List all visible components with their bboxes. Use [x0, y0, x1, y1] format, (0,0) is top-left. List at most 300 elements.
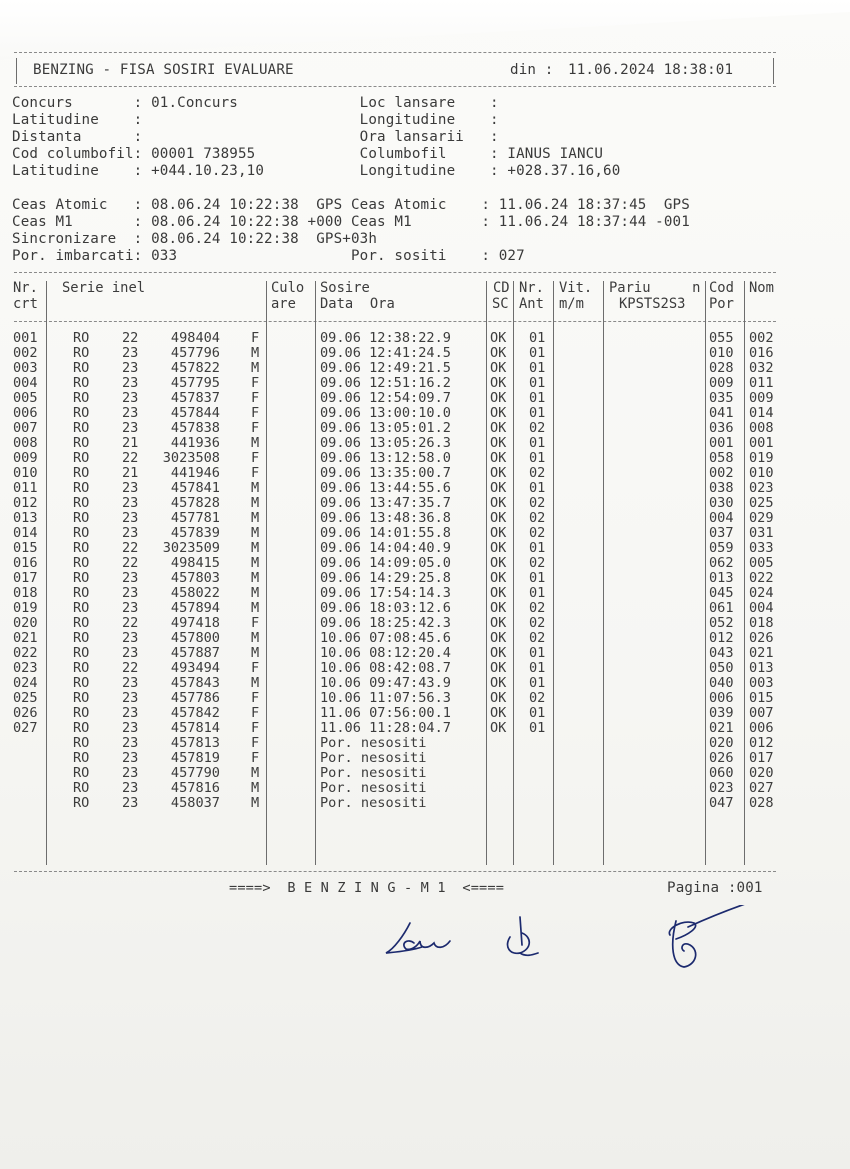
cell-num: 457816 — [170, 780, 220, 796]
cell-num: 457781 — [170, 510, 220, 526]
cell-cc: RO — [73, 615, 90, 631]
cell-nr: 026 — [13, 705, 38, 721]
cell-cod: 028 — [709, 360, 734, 376]
cell-yy: 23 — [122, 630, 139, 646]
cell-sosire: 09.06 14:29:25.8 — [320, 570, 451, 586]
cell-sex: M — [251, 495, 260, 511]
cell-nom: 013 — [749, 660, 774, 676]
cell-sosire: Por. nesositi — [320, 780, 427, 796]
cell-sosire: 09.06 14:01:55.8 — [320, 525, 451, 541]
cell-yy: 23 — [122, 570, 139, 586]
cell-cd: OK — [490, 615, 507, 631]
table-row — [0, 406, 850, 421]
cell-nom: 016 — [749, 345, 774, 361]
cell-nom: 011 — [749, 375, 774, 391]
cell-nr: 021 — [13, 630, 38, 646]
cell-ant: 01 — [529, 585, 546, 601]
hdr-nom-1: Nom — [749, 280, 774, 296]
cell-nr: 013 — [13, 510, 38, 526]
cell-cc: RO — [73, 480, 90, 496]
info-line: Ceas Atomic : 08.06.24 10:22:38 GPS Ceas Atomic : 11.06.24 18:37:45 GPS — [12, 197, 690, 213]
cell-sex: M — [251, 780, 260, 796]
table-row — [0, 691, 850, 706]
cell-nom: 032 — [749, 360, 774, 376]
cell-sosire: 10.06 08:42:08.7 — [320, 660, 451, 676]
cell-nom: 002 — [749, 330, 774, 346]
cell-sex: M — [251, 540, 260, 556]
table-row — [0, 391, 850, 406]
cell-yy: 23 — [122, 480, 139, 496]
cell-nom: 017 — [749, 750, 774, 766]
date-label: din : — [510, 62, 554, 78]
hdr-cod-1: Cod — [709, 280, 734, 296]
cell-sex: F — [251, 735, 260, 751]
info-line: Ceas M1 : 08.06.24 10:22:38 +000 Ceas M1 : 11.06.24 18:37:44 -001 — [12, 214, 690, 230]
cell-sex: F — [251, 465, 260, 481]
cell-sosire: 09.06 13:47:35.7 — [320, 495, 451, 511]
cell-num: 457837 — [170, 390, 220, 406]
cell-cd: OK — [490, 420, 507, 436]
hdr-cod-2: Por — [709, 296, 734, 312]
table-row — [0, 616, 850, 631]
cell-yy: 22 — [122, 660, 139, 676]
cell-sosire: 09.06 13:00:10.0 — [320, 405, 451, 421]
cell-sosire: 09.06 13:35:00.7 — [320, 465, 451, 481]
cell-sex: F — [251, 720, 260, 736]
cell-nom: 001 — [749, 435, 774, 451]
cell-num: 441946 — [170, 465, 220, 481]
cell-yy: 22 — [122, 540, 139, 556]
cell-nom: 028 — [749, 795, 774, 811]
info-line: Por. imbarcati: 033 Por. sositi : 027 — [12, 248, 525, 264]
title-box-bottom — [14, 86, 776, 87]
cell-sex: F — [251, 330, 260, 346]
cell-cd: OK — [490, 510, 507, 526]
cell-nom: 025 — [749, 495, 774, 511]
cell-nr: 019 — [13, 600, 38, 616]
cell-cod: 021 — [709, 720, 734, 736]
cell-nom: 027 — [749, 780, 774, 796]
table-row — [0, 631, 850, 646]
cell-cc: RO — [73, 345, 90, 361]
cell-cd: OK — [490, 660, 507, 676]
hdr-pariu-1: Pariu n — [609, 280, 701, 296]
table-row — [0, 751, 850, 766]
cell-nom: 009 — [749, 390, 774, 406]
cell-cc: RO — [73, 690, 90, 706]
cell-num: 457842 — [170, 705, 220, 721]
cell-sex: M — [251, 630, 260, 646]
signatures — [370, 905, 790, 985]
cell-sosire: 09.06 18:25:42.3 — [320, 615, 451, 631]
cell-ant: 01 — [529, 375, 546, 391]
cell-cod: 030 — [709, 495, 734, 511]
cell-nr: 022 — [13, 645, 38, 661]
cell-sex: F — [251, 615, 260, 631]
cell-num: 458022 — [170, 585, 220, 601]
cell-yy: 23 — [122, 360, 139, 376]
cell-yy: 22 — [122, 615, 139, 631]
table-row — [0, 541, 850, 556]
cell-ant: 01 — [529, 345, 546, 361]
cell-nom: 022 — [749, 570, 774, 586]
cell-nom: 012 — [749, 735, 774, 751]
cell-sosire: 09.06 12:54:09.7 — [320, 390, 451, 406]
cell-cod: 038 — [709, 480, 734, 496]
cell-sosire: 10.06 08:12:20.4 — [320, 645, 451, 661]
cell-nr: 010 — [13, 465, 38, 481]
cell-sosire: Por. nesositi — [320, 735, 427, 751]
cell-nom: 006 — [749, 720, 774, 736]
cell-num: 457841 — [170, 480, 220, 496]
cell-yy: 23 — [122, 735, 139, 751]
cell-nom: 003 — [749, 675, 774, 691]
cell-num: 457887 — [170, 645, 220, 661]
cell-yy: 23 — [122, 390, 139, 406]
page-number: Pagina :001 — [667, 880, 763, 896]
cell-nr: 012 — [13, 495, 38, 511]
cell-num: 3023509 — [162, 540, 220, 556]
cell-cod: 047 — [709, 795, 734, 811]
cell-ant: 01 — [529, 330, 546, 346]
cell-yy: 23 — [122, 585, 139, 601]
cell-sex: M — [251, 435, 260, 451]
cell-yy: 22 — [122, 330, 139, 346]
cell-cod: 013 — [709, 570, 734, 586]
cell-sex: M — [251, 345, 260, 361]
cell-yy: 23 — [122, 525, 139, 541]
cell-cod: 041 — [709, 405, 734, 421]
cell-sosire: 09.06 14:09:05.0 — [320, 555, 451, 571]
table-row — [0, 466, 850, 481]
cell-cc: RO — [73, 465, 90, 481]
cell-ant: 02 — [529, 495, 546, 511]
cell-sosire: 09.06 18:03:12.6 — [320, 600, 451, 616]
cell-sex: F — [251, 705, 260, 721]
cell-cod: 062 — [709, 555, 734, 571]
hdr-ant-2: Ant — [519, 296, 544, 312]
cell-nr: 020 — [13, 615, 38, 631]
table-row — [0, 556, 850, 571]
cell-nom: 033 — [749, 540, 774, 556]
cell-num: 457813 — [170, 735, 220, 751]
cell-sex: M — [251, 645, 260, 661]
hdr-ant-1: Nr. — [519, 280, 544, 296]
cell-cd: OK — [490, 555, 507, 571]
cell-sosire: 09.06 13:48:36.8 — [320, 510, 451, 526]
hdr-sosire-1: Sosire — [320, 280, 370, 296]
info-line: Latitudine : Longitudine : — [12, 112, 499, 128]
cell-nom: 007 — [749, 705, 774, 721]
cell-sex: M — [251, 675, 260, 691]
cell-yy: 23 — [122, 690, 139, 706]
cell-nom: 019 — [749, 450, 774, 466]
cell-cc: RO — [73, 405, 90, 421]
cell-nr: 009 — [13, 450, 38, 466]
cell-nom: 026 — [749, 630, 774, 646]
cell-cod: 045 — [709, 585, 734, 601]
cell-cc: RO — [73, 360, 90, 376]
cell-cod: 006 — [709, 690, 734, 706]
cell-ant: 01 — [529, 390, 546, 406]
table-row — [0, 721, 850, 736]
hdr-vit-1: Vit. — [559, 280, 593, 296]
cell-cc: RO — [73, 765, 90, 781]
cell-cc: RO — [73, 675, 90, 691]
cell-yy: 23 — [122, 645, 139, 661]
cell-nom: 020 — [749, 765, 774, 781]
cell-nr: 006 — [13, 405, 38, 421]
cell-yy: 22 — [122, 555, 139, 571]
cell-sosire: Por. nesositi — [320, 765, 427, 781]
cell-cod: 059 — [709, 540, 734, 556]
cell-cod: 009 — [709, 375, 734, 391]
cell-yy: 23 — [122, 510, 139, 526]
hdr-pariu-2: KPSTS2S3 — [619, 296, 686, 312]
cell-nr: 017 — [13, 570, 38, 586]
table-top-rule — [14, 272, 776, 273]
cell-cd: OK — [490, 585, 507, 601]
cell-ant: 01 — [529, 570, 546, 586]
cell-cd: OK — [490, 450, 507, 466]
cell-nom: 010 — [749, 465, 774, 481]
title-box-top — [14, 52, 776, 53]
cell-sex: F — [251, 750, 260, 766]
cell-cod: 001 — [709, 435, 734, 451]
cell-sex: F — [251, 375, 260, 391]
table-row — [0, 646, 850, 661]
table-row — [0, 451, 850, 466]
cell-cod: 061 — [709, 600, 734, 616]
cell-nr: 014 — [13, 525, 38, 541]
cell-cd: OK — [490, 390, 507, 406]
cell-nom: 015 — [749, 690, 774, 706]
cell-cc: RO — [73, 780, 90, 796]
cell-cod: 036 — [709, 420, 734, 436]
cell-nr: 027 — [13, 720, 38, 736]
cell-nom: 004 — [749, 600, 774, 616]
cell-nom: 014 — [749, 405, 774, 421]
cell-num: 457800 — [170, 630, 220, 646]
table-row — [0, 346, 850, 361]
cell-sex: M — [251, 795, 260, 811]
cell-cc: RO — [73, 720, 90, 736]
cell-sosire: 09.06 12:51:16.2 — [320, 375, 451, 391]
table-row — [0, 481, 850, 496]
cell-num: 457803 — [170, 570, 220, 586]
cell-sex: F — [251, 405, 260, 421]
signature-1 — [386, 923, 450, 953]
cell-cod: 026 — [709, 750, 734, 766]
cell-cc: RO — [73, 795, 90, 811]
hdr-vit-2: m/m — [559, 296, 584, 312]
cell-yy: 23 — [122, 405, 139, 421]
cell-cc: RO — [73, 330, 90, 346]
cell-cc: RO — [73, 585, 90, 601]
cell-yy: 21 — [122, 435, 139, 451]
cell-num: 457814 — [170, 720, 220, 736]
cell-ant: 02 — [529, 690, 546, 706]
cell-cd: OK — [490, 345, 507, 361]
cell-sex: M — [251, 510, 260, 526]
cell-nom: 024 — [749, 585, 774, 601]
cell-nr: 025 — [13, 690, 38, 706]
cell-ant: 01 — [529, 480, 546, 496]
cell-cod: 060 — [709, 765, 734, 781]
cell-yy: 23 — [122, 375, 139, 391]
cell-sosire: 11.06 11:28:04.7 — [320, 720, 451, 736]
cell-sex: M — [251, 585, 260, 601]
table-row — [0, 796, 850, 811]
table-row — [0, 421, 850, 436]
cell-nom: 018 — [749, 615, 774, 631]
hdr-culoare-1: Culo — [271, 280, 305, 296]
cell-ant: 02 — [529, 420, 546, 436]
cell-cod: 050 — [709, 660, 734, 676]
cell-nom: 029 — [749, 510, 774, 526]
cell-ant: 01 — [529, 720, 546, 736]
cell-nr: 007 — [13, 420, 38, 436]
cell-cd: OK — [490, 525, 507, 541]
cell-num: 457844 — [170, 405, 220, 421]
cell-nom: 005 — [749, 555, 774, 571]
report-title: BENZING - FISA SOSIRI EVALUARE — [33, 62, 294, 78]
cell-ant: 01 — [529, 540, 546, 556]
table-row — [0, 586, 850, 601]
table-row — [0, 361, 850, 376]
footer-brand: ====> B E N Z I N G - M 1 <==== — [229, 880, 505, 896]
cell-num: 457795 — [170, 375, 220, 391]
cell-cc: RO — [73, 570, 90, 586]
cell-nom: 031 — [749, 525, 774, 541]
cell-num: 457828 — [170, 495, 220, 511]
cell-cd: OK — [490, 480, 507, 496]
cell-sosire: 09.06 13:12:58.0 — [320, 450, 451, 466]
cell-yy: 23 — [122, 780, 139, 796]
cell-cd: OK — [490, 675, 507, 691]
cell-yy: 23 — [122, 765, 139, 781]
title-box-right — [773, 58, 774, 84]
cell-ant: 01 — [529, 660, 546, 676]
cell-nr: 016 — [13, 555, 38, 571]
cell-sex: M — [251, 480, 260, 496]
cell-yy: 21 — [122, 465, 139, 481]
cell-nom: 023 — [749, 480, 774, 496]
cell-nr: 018 — [13, 585, 38, 601]
cell-num: 493494 — [170, 660, 220, 676]
cell-cod: 035 — [709, 390, 734, 406]
cell-cod: 043 — [709, 645, 734, 661]
cell-ant: 02 — [529, 510, 546, 526]
cell-sex: M — [251, 765, 260, 781]
cell-cc: RO — [73, 645, 90, 661]
cell-cd: OK — [490, 495, 507, 511]
title-box-left — [16, 58, 17, 84]
cell-cc: RO — [73, 375, 90, 391]
cell-yy: 23 — [122, 795, 139, 811]
cell-yy: 23 — [122, 675, 139, 691]
table-row — [0, 706, 850, 721]
cell-yy: 23 — [122, 420, 139, 436]
cell-ant: 01 — [529, 360, 546, 376]
cell-ant: 01 — [529, 450, 546, 466]
cell-sex: F — [251, 420, 260, 436]
cell-num: 458037 — [170, 795, 220, 811]
cell-sosire: 09.06 13:05:26.3 — [320, 435, 451, 451]
cell-sosire: 09.06 13:05:01.2 — [320, 420, 451, 436]
cell-nr: 003 — [13, 360, 38, 376]
cell-ant: 01 — [529, 645, 546, 661]
cell-sex: F — [251, 660, 260, 676]
cell-num: 497418 — [170, 615, 220, 631]
cell-cd: OK — [490, 690, 507, 706]
cell-yy: 22 — [122, 450, 139, 466]
cell-sosire: 09.06 12:38:22.9 — [320, 330, 451, 346]
cell-cc: RO — [73, 600, 90, 616]
cell-ant: 01 — [529, 675, 546, 691]
cell-num: 457796 — [170, 345, 220, 361]
cell-cc: RO — [73, 390, 90, 406]
cell-cc: RO — [73, 705, 90, 721]
cell-cod: 020 — [709, 735, 734, 751]
hdr-cd-1: CD — [493, 280, 510, 296]
table-row — [0, 571, 850, 586]
cell-sex: M — [251, 525, 260, 541]
cell-num: 457838 — [170, 420, 220, 436]
cell-ant: 02 — [529, 525, 546, 541]
cell-cod: 012 — [709, 630, 734, 646]
cell-sosire: 10.06 11:07:56.3 — [320, 690, 451, 706]
table-row — [0, 511, 850, 526]
table-row — [0, 736, 850, 751]
hdr-nr-1: Nr. — [13, 280, 38, 296]
cell-cod: 052 — [709, 615, 734, 631]
cell-nom: 021 — [749, 645, 774, 661]
cell-cd: OK — [490, 570, 507, 586]
cell-nr: 023 — [13, 660, 38, 676]
cell-cd: OK — [490, 600, 507, 616]
cell-cd: OK — [490, 645, 507, 661]
cell-num: 457786 — [170, 690, 220, 706]
cell-nr: 005 — [13, 390, 38, 406]
table-row — [0, 661, 850, 676]
table-header-rule — [14, 321, 776, 322]
cell-yy: 23 — [122, 750, 139, 766]
cell-cod: 002 — [709, 465, 734, 481]
cell-yy: 23 — [122, 345, 139, 361]
cell-nr: 002 — [13, 345, 38, 361]
cell-ant: 02 — [529, 600, 546, 616]
cell-cod: 010 — [709, 345, 734, 361]
cell-ant: 01 — [529, 405, 546, 421]
cell-ant: 02 — [529, 555, 546, 571]
cell-cc: RO — [73, 435, 90, 451]
cell-num: 498404 — [170, 330, 220, 346]
cell-cc: RO — [73, 735, 90, 751]
cell-cd: OK — [490, 630, 507, 646]
cell-nr: 008 — [13, 435, 38, 451]
cell-num: 3023508 — [162, 450, 220, 466]
cell-num: 498415 — [170, 555, 220, 571]
table-row — [0, 331, 850, 346]
cell-cd: OK — [490, 720, 507, 736]
cell-ant: 01 — [529, 705, 546, 721]
table-row — [0, 436, 850, 451]
cell-sex: F — [251, 450, 260, 466]
table-row — [0, 376, 850, 391]
cell-cod: 039 — [709, 705, 734, 721]
signature-2 — [508, 917, 538, 955]
